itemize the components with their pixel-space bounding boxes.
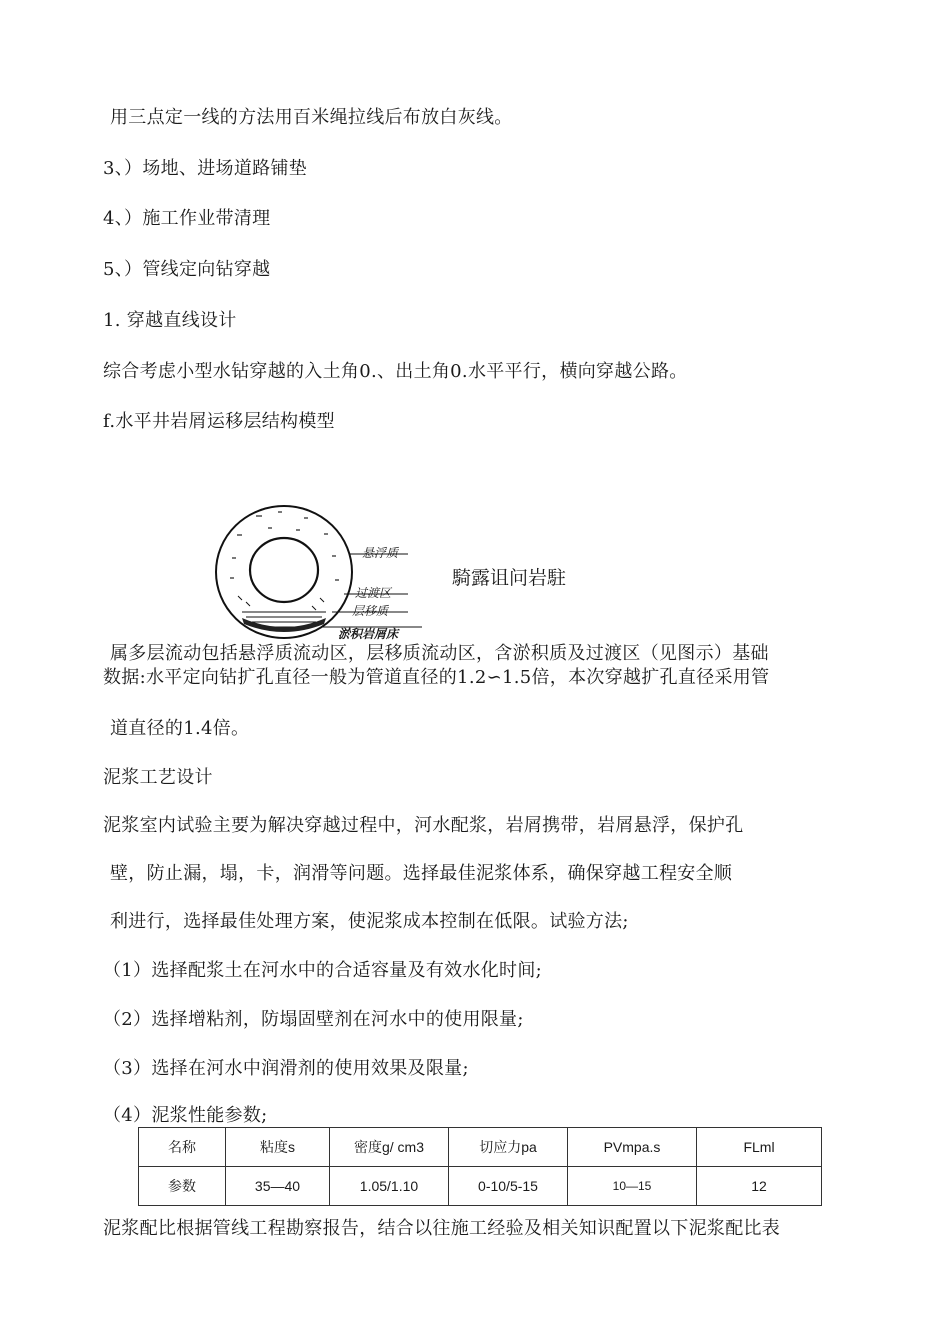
body-line-2: 数据:水平定向钻扩孔直径一般为管道直径的1.2∽1.5倍，本次穿越扩孔直径采用管 xyxy=(103,667,770,688)
text-line-1: 用三点定一线的方法用百米绳拉线后布放白灰线。 xyxy=(110,107,513,128)
body-line-3: 道直径的1.4倍。 xyxy=(110,718,250,739)
cell-viscosity: 35—40 xyxy=(226,1167,330,1206)
text-line-5: 1. 穿越直线设计 xyxy=(103,310,237,331)
body-line-7: 利进行，选择最佳处理方案，使泥浆成本控制在低限。试验方法; xyxy=(110,911,629,932)
text-line-4: 5、）管线定向钻穿越 xyxy=(103,259,271,280)
label-cuttings-bed: 淤积岩屑床 xyxy=(338,627,399,641)
cell-pv: 10—15 xyxy=(568,1167,697,1206)
text-line-7: f.水平井岩屑运移层结构模型 xyxy=(103,411,335,432)
method-2: （2）选择增粘剂，防塌固壁剂在河水中的使用限量; xyxy=(103,1009,524,1030)
mud-parameter-table xyxy=(138,1127,822,1206)
cuttings-layer-figure xyxy=(212,500,442,642)
table-row xyxy=(139,1167,822,1206)
body-line-1: 属多层流动包括悬浮质流动区，层移质流动区，含淤积质及过渡区（见图示）基础 xyxy=(110,643,769,664)
method-4: （4）泥浆性能参数; xyxy=(103,1105,268,1126)
header-pv: PVmpa.s xyxy=(568,1128,697,1167)
body-line-5: 泥浆室内试验主要为解决穿越过程中，河水配浆，岩屑携带，岩屑悬浮，保护孔 xyxy=(103,815,744,836)
body-line-6: 壁，防止漏，塌，卡，润滑等问题。选择最佳泥浆体系，确保穿越工程安全顺 xyxy=(110,863,733,884)
header-shear-stress: 切应力pa xyxy=(449,1128,568,1167)
text-line-2: 3、）场地、进场道路铺垫 xyxy=(103,158,308,179)
cell-shear-stress: 0-10/5-15 xyxy=(449,1167,568,1206)
method-3: （3）选择在河水中润滑剂的使用效果及限量; xyxy=(103,1058,469,1079)
header-viscosity: 粘度s xyxy=(226,1128,330,1167)
cell-density: 1.05/1.10 xyxy=(330,1167,449,1206)
cell-name: 参数 xyxy=(139,1167,226,1206)
header-name: 名称 xyxy=(139,1128,226,1167)
table-header-row xyxy=(139,1128,822,1167)
annulus-diagram xyxy=(212,500,442,642)
label-bedload: 层移质 xyxy=(352,604,389,618)
text-line-3: 4、）施工作业带清理 xyxy=(103,208,271,229)
header-fl: FLml xyxy=(697,1128,822,1167)
label-transition: 过渡区 xyxy=(355,586,392,600)
cell-fl: 12 xyxy=(697,1167,822,1206)
header-density: 密度g/ cm3 xyxy=(330,1128,449,1167)
footer-line: 泥浆配比根据管线工程勘察报告，结合以往施工经验及相关知识配置以下泥浆配比表 xyxy=(103,1218,781,1239)
figure-caption: 騎露诅问岩駐 xyxy=(452,567,567,589)
label-suspended: 悬浮质 xyxy=(362,546,399,560)
section-title-mud: 泥浆工艺设计 xyxy=(103,767,213,788)
method-1: （1）选择配浆土在河水中的合适容量及有效水化时间; xyxy=(103,960,543,981)
text-line-6: 综合考虑小型水钻穿越的入土角0.、出土角0.水平平行，横向穿越公路。 xyxy=(103,361,688,382)
